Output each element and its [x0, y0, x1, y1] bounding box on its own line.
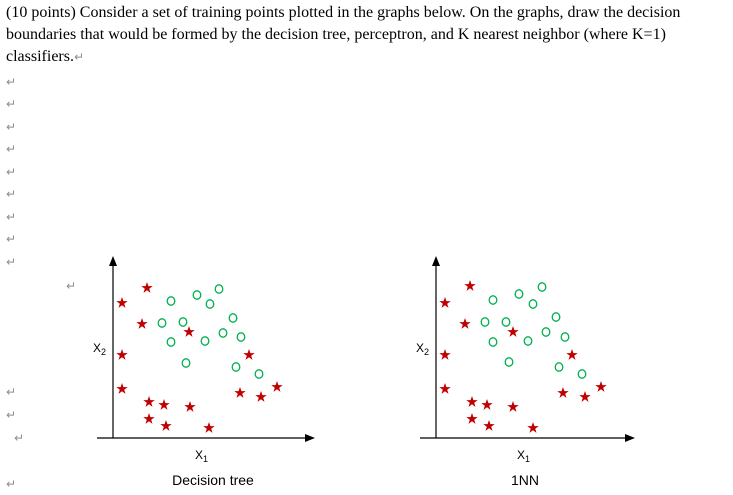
green-circle-icon: [206, 300, 214, 308]
red-star-icon: [116, 349, 127, 360]
green-circle-icon: [505, 358, 513, 366]
paragraph-mark: ↵: [6, 232, 17, 246]
red-star-icon: [203, 422, 214, 433]
green-circle-icon: [255, 370, 263, 378]
red-star-icon: [481, 399, 492, 410]
plot-1nn: [416, 256, 635, 488]
green-circle-icon: [489, 296, 497, 304]
red-star-icon: [116, 383, 127, 394]
paragraph-mark: ↵: [6, 187, 17, 201]
green-circle-icon: [237, 333, 245, 341]
red-star-icon: [184, 401, 195, 412]
red-star-icon: [507, 401, 518, 412]
red-star-icon: [255, 391, 266, 402]
plot-caption: Decision tree: [172, 472, 254, 488]
x-axis-label: $X_1$: [517, 448, 531, 464]
paragraph-mark: ↵: [6, 97, 17, 111]
circle-points: [158, 285, 263, 378]
green-circle-icon: [179, 318, 187, 326]
paragraph-mark: ↵: [6, 408, 17, 422]
paragraph-mark: ↵: [6, 142, 17, 156]
green-circle-icon: [529, 300, 537, 308]
green-circle-icon: [489, 338, 497, 346]
green-circle-icon: [232, 363, 240, 371]
red-star-icon: [439, 383, 450, 394]
red-star-icon: [527, 422, 538, 433]
x-axis: [97, 434, 315, 442]
x-axis-arrow-icon: [625, 434, 635, 442]
x-axis-arrow-icon: [305, 434, 315, 442]
green-circle-icon: [542, 328, 550, 336]
green-circle-icon: [481, 318, 489, 326]
green-circle-icon: [538, 283, 546, 291]
green-circle-icon: [215, 285, 223, 293]
red-star-icon: [557, 387, 568, 398]
red-star-icon: [158, 399, 169, 410]
paragraph-mark: ↵: [14, 431, 25, 445]
red-star-icon: [507, 326, 518, 337]
green-circle-icon: [555, 363, 563, 371]
green-circle-icon: [219, 329, 227, 337]
red-star-icon: [143, 396, 154, 407]
red-star-icon: [160, 420, 171, 431]
green-circle-icon: [158, 319, 166, 327]
paragraph-mark: ↵: [6, 210, 17, 224]
green-circle-icon: [182, 359, 190, 367]
star-points: [116, 282, 282, 433]
x-axis: [420, 434, 635, 442]
green-circle-icon: [515, 290, 523, 298]
green-circle-icon: [167, 338, 175, 346]
x-axis-label: $X_1$: [195, 448, 209, 464]
star-points: [439, 280, 606, 433]
paragraph-mark: ↵: [6, 165, 17, 179]
return-mark: ↵: [66, 279, 77, 293]
red-star-icon: [271, 381, 282, 392]
red-star-icon: [459, 318, 470, 329]
red-star-icon: [243, 349, 254, 360]
red-star-icon: [234, 387, 245, 398]
red-star-icon: [483, 420, 494, 431]
plot-decision-tree: [66, 256, 315, 488]
red-star-icon: [579, 391, 590, 402]
red-star-icon: [464, 280, 475, 291]
green-circle-icon: [552, 313, 560, 321]
y-axis: [432, 256, 440, 438]
y-axis-arrow-icon: [109, 256, 117, 266]
paragraph-mark: ↵: [6, 385, 17, 399]
return-mark: ↵: [73, 50, 85, 64]
green-circle-icon: [502, 318, 510, 326]
paragraph-mark: ↵: [6, 120, 17, 134]
paragraph-mark: ↵: [6, 255, 17, 269]
red-star-icon: [466, 396, 477, 407]
plot-caption: 1NN: [510, 472, 540, 488]
y-axis: [109, 256, 117, 438]
red-star-icon: [183, 326, 194, 337]
paragraph-mark: ↵: [6, 477, 17, 491]
red-star-icon: [116, 297, 127, 308]
question-body: (10 points) Consider a set of training points plotted in the graphs below. On the graphs, draw the decision boundaries that would be formed by the decision tree, perceptron, and K nearest neighbor (where K=1) classifiers.: [6, 4, 681, 65]
red-star-icon: [141, 282, 152, 293]
y-axis-label: $X_2$: [93, 341, 107, 357]
green-circle-icon: [167, 297, 175, 305]
green-circle-icon: [578, 370, 586, 378]
red-star-icon: [136, 318, 147, 329]
paragraph-mark: ↵: [6, 75, 17, 89]
red-star-icon: [595, 381, 606, 392]
green-circle-icon: [524, 337, 532, 345]
green-circle-icon: [193, 291, 201, 299]
red-star-icon: [439, 297, 450, 308]
green-circle-icon: [561, 333, 569, 341]
red-star-icon: [466, 413, 477, 424]
y-axis-label: $X_2$: [416, 341, 430, 357]
green-circle-icon: [229, 314, 237, 322]
red-star-icon: [143, 413, 154, 424]
y-axis-arrow-icon: [432, 256, 440, 266]
red-star-icon: [566, 349, 577, 360]
circle-points: [481, 283, 586, 378]
green-circle-icon: [201, 337, 209, 345]
red-star-icon: [439, 349, 450, 360]
